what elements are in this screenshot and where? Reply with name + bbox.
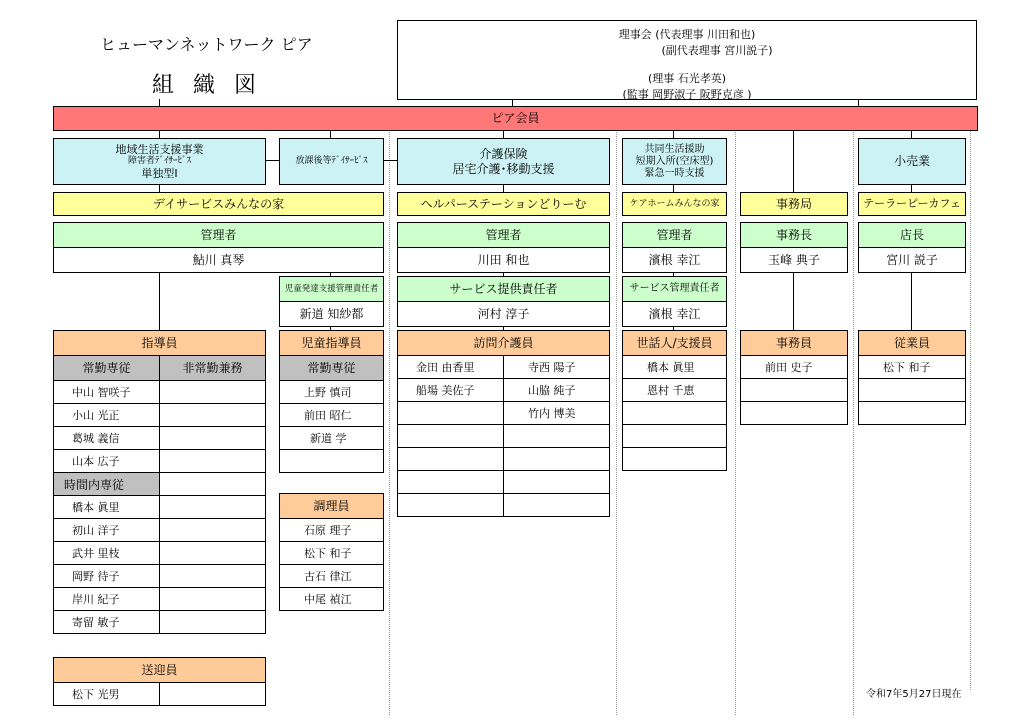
division-kaigo bbox=[397, 138, 610, 185]
list-item: 岡野 待子 bbox=[53, 564, 160, 588]
empty-cell bbox=[397, 493, 504, 517]
subhead-service-name: 河村 淳子 bbox=[397, 301, 610, 327]
subhead-service bbox=[397, 276, 610, 327]
connector bbox=[503, 184, 504, 192]
list-item: 橋本 眞里 bbox=[622, 355, 727, 379]
empty-cell bbox=[159, 610, 266, 634]
head-day-name: 鮎川 真琴 bbox=[53, 247, 384, 273]
list-item: 恩村 千恵 bbox=[622, 378, 727, 402]
division-chiiki-l3: 単独型Ⅰ bbox=[141, 166, 178, 180]
subhead-care-mgr bbox=[622, 276, 727, 327]
connector bbox=[159, 184, 160, 192]
facility-day: デイサービスみんなの家 bbox=[53, 192, 384, 216]
empty-cell bbox=[622, 447, 727, 471]
head-care bbox=[622, 222, 727, 273]
instructors-table bbox=[53, 330, 266, 634]
child-instructors-sub: 常勤専従 bbox=[279, 355, 384, 381]
subhead-service-role: サービス提供責任者 bbox=[397, 276, 610, 302]
instructors-hourly-label: 時間内専従 bbox=[53, 472, 160, 496]
connector bbox=[793, 130, 794, 192]
empty-cell bbox=[740, 401, 848, 425]
head-office-role: 事務長 bbox=[740, 222, 848, 248]
facility-helper: ヘルパーステーションどりーむ bbox=[397, 192, 610, 216]
facility-care: ケアホームみんなの家 bbox=[622, 192, 727, 216]
empty-cell bbox=[159, 449, 266, 473]
guide-line bbox=[389, 130, 390, 715]
empty-cell bbox=[159, 426, 266, 450]
head-day-role: 管理者 bbox=[53, 222, 384, 248]
list-item: 石原 理子 bbox=[279, 518, 384, 542]
child-instructors-title: 児童指導員 bbox=[279, 330, 384, 356]
connector bbox=[159, 268, 160, 330]
empty-cell bbox=[279, 449, 384, 473]
division-kyodo-l1: 共同生活援助 bbox=[644, 143, 705, 155]
board-line3: (理事 石光孝英) bbox=[647, 72, 727, 85]
subhead-child bbox=[279, 276, 384, 327]
guide-line bbox=[735, 130, 736, 715]
empty-cell bbox=[159, 380, 266, 404]
list-item: 船場 美佐子 bbox=[397, 378, 504, 402]
subhead-child-role: 児童発達支援管理責任者 bbox=[279, 276, 384, 302]
connector bbox=[330, 130, 331, 138]
list-item: 初山 洋子 bbox=[53, 518, 160, 542]
facility-office: 事務局 bbox=[740, 192, 848, 216]
division-chiiki-l2: 障害者ﾃﾞｲｻｰﾋﾞｽ bbox=[127, 156, 191, 167]
list-item: 松下 光男 bbox=[53, 682, 160, 706]
list-item: 竹内 博美 bbox=[503, 401, 610, 425]
head-day bbox=[53, 222, 384, 273]
division-kyodo-l2: 短期入所(空床型) bbox=[635, 155, 714, 167]
connector bbox=[265, 160, 279, 161]
head-care-role: 管理者 bbox=[622, 222, 727, 248]
head-helper-name: 川田 和也 bbox=[397, 247, 610, 273]
drivers-title: 送迎員 bbox=[53, 657, 266, 683]
list-item: 前田 史子 bbox=[740, 355, 848, 379]
empty-cell bbox=[397, 447, 504, 471]
head-cafe bbox=[858, 222, 966, 273]
head-office bbox=[740, 222, 848, 273]
staff-title: 従業員 bbox=[858, 330, 966, 356]
board-box bbox=[397, 20, 977, 100]
guide-line bbox=[853, 130, 854, 715]
list-item: 葛城 義信 bbox=[53, 426, 160, 450]
instructors-col2: 非常勤兼務 bbox=[159, 355, 266, 381]
doc-title: 組 織 図 bbox=[152, 73, 262, 98]
list-item: 前田 昭仁 bbox=[279, 403, 384, 427]
head-helper bbox=[397, 222, 610, 273]
division-chiiki bbox=[53, 138, 266, 185]
home-care-title: 訪問介護員 bbox=[397, 330, 610, 356]
caretakers-title: 世話人/支援員 bbox=[622, 330, 727, 356]
empty-cell bbox=[397, 401, 504, 425]
list-item: 岸川 紀子 bbox=[53, 587, 160, 611]
empty-cell bbox=[858, 401, 966, 425]
empty-cell bbox=[503, 470, 610, 494]
home-care-table bbox=[397, 330, 610, 517]
empty-cell bbox=[622, 401, 727, 425]
empty-cell bbox=[503, 447, 610, 471]
subhead-care-mgr-name: 濱根 幸江 bbox=[622, 301, 727, 327]
empty-cell bbox=[397, 470, 504, 494]
clerks-title: 事務員 bbox=[740, 330, 848, 356]
child-instructors-table bbox=[279, 330, 384, 473]
subhead-child-name: 新道 知紗都 bbox=[279, 301, 384, 327]
list-item: 中山 智咲子 bbox=[53, 380, 160, 404]
list-item: 中尾 禎江 bbox=[279, 587, 384, 611]
clerks-table bbox=[740, 330, 848, 425]
list-item: 橋本 眞里 bbox=[53, 495, 160, 519]
empty-cell bbox=[159, 682, 266, 706]
empty-cell bbox=[159, 495, 266, 519]
org-name: ヒューマンネットワーク ピア bbox=[100, 35, 313, 54]
connector bbox=[673, 130, 674, 138]
connector bbox=[383, 160, 397, 161]
head-care-name: 濱根 幸江 bbox=[622, 247, 727, 273]
empty-cell bbox=[159, 403, 266, 427]
staff-table bbox=[858, 330, 966, 425]
head-cafe-role: 店長 bbox=[858, 222, 966, 248]
list-item: 上野 慎司 bbox=[279, 380, 384, 404]
connector bbox=[159, 130, 160, 138]
date-label: 令和7年5月27日現在 bbox=[866, 689, 962, 700]
subhead-care-mgr-role: サービス管理責任者 bbox=[622, 276, 727, 302]
empty-cell bbox=[159, 564, 266, 588]
caretakers-table bbox=[622, 330, 727, 471]
empty-cell bbox=[503, 424, 610, 448]
cooks-table bbox=[279, 493, 384, 611]
empty-cell bbox=[503, 493, 610, 517]
list-item: 松下 和子 bbox=[279, 541, 384, 565]
empty-cell bbox=[159, 541, 266, 565]
guide-line bbox=[970, 130, 971, 690]
empty-cell bbox=[622, 424, 727, 448]
board-line4: (監事 岡野淑子 阪野克彦 ) bbox=[622, 88, 752, 101]
head-helper-role: 管理者 bbox=[397, 222, 610, 248]
instructors-col1: 常勤専従 bbox=[53, 355, 160, 381]
cooks-title: 調理員 bbox=[279, 493, 384, 519]
division-kaigo-l2: 居宅介護･移動支援 bbox=[452, 161, 555, 176]
connector bbox=[793, 268, 794, 330]
division-houkago: 放課後等ﾃﾞｲｻｰﾋﾞｽ bbox=[279, 138, 384, 185]
connector bbox=[911, 184, 912, 192]
head-cafe-name: 宮川 説子 bbox=[858, 247, 966, 273]
list-item: 山本 広子 bbox=[53, 449, 160, 473]
division-kyodo-l3: 緊急一時支援 bbox=[644, 167, 705, 179]
empty-cell bbox=[159, 518, 266, 542]
facility-cafe: テーラーピーカフェ bbox=[858, 192, 966, 216]
list-item: 松下 和子 bbox=[858, 355, 966, 379]
list-item: 武井 里枝 bbox=[53, 541, 160, 565]
list-item: 寄留 敏子 bbox=[53, 610, 160, 634]
list-item: 小山 光正 bbox=[53, 403, 160, 427]
board-line2: (副代表理事 宮川説子) bbox=[661, 44, 773, 57]
instructors-title: 指導員 bbox=[53, 330, 266, 356]
division-chiiki-l1: 地域生活支援事業 bbox=[115, 142, 204, 156]
list-item: 新道 学 bbox=[279, 426, 384, 450]
list-item: 寺西 陽子 bbox=[503, 355, 610, 379]
board-line1: 理事会 (代表理事 川田和也) bbox=[618, 28, 756, 41]
connector bbox=[911, 268, 912, 330]
division-kaigo-l1: 介護保険 bbox=[479, 147, 528, 162]
empty-cell bbox=[159, 472, 266, 496]
head-office-name: 玉峰 典子 bbox=[740, 247, 848, 273]
empty-cell bbox=[159, 587, 266, 611]
members-bar: ピア会員 bbox=[53, 106, 978, 131]
drivers-table bbox=[53, 657, 266, 706]
list-item: 山脇 純子 bbox=[503, 378, 610, 402]
empty-cell bbox=[740, 378, 848, 402]
guide-line bbox=[616, 130, 617, 715]
list-item: 金田 由香里 bbox=[397, 355, 504, 379]
connector bbox=[911, 130, 912, 138]
list-item: 古石 律江 bbox=[279, 564, 384, 588]
connector bbox=[673, 184, 674, 192]
division-retail: 小売業 bbox=[858, 138, 966, 185]
empty-cell bbox=[858, 378, 966, 402]
division-kyodo bbox=[622, 138, 727, 185]
empty-cell bbox=[397, 424, 504, 448]
connector bbox=[503, 130, 504, 138]
